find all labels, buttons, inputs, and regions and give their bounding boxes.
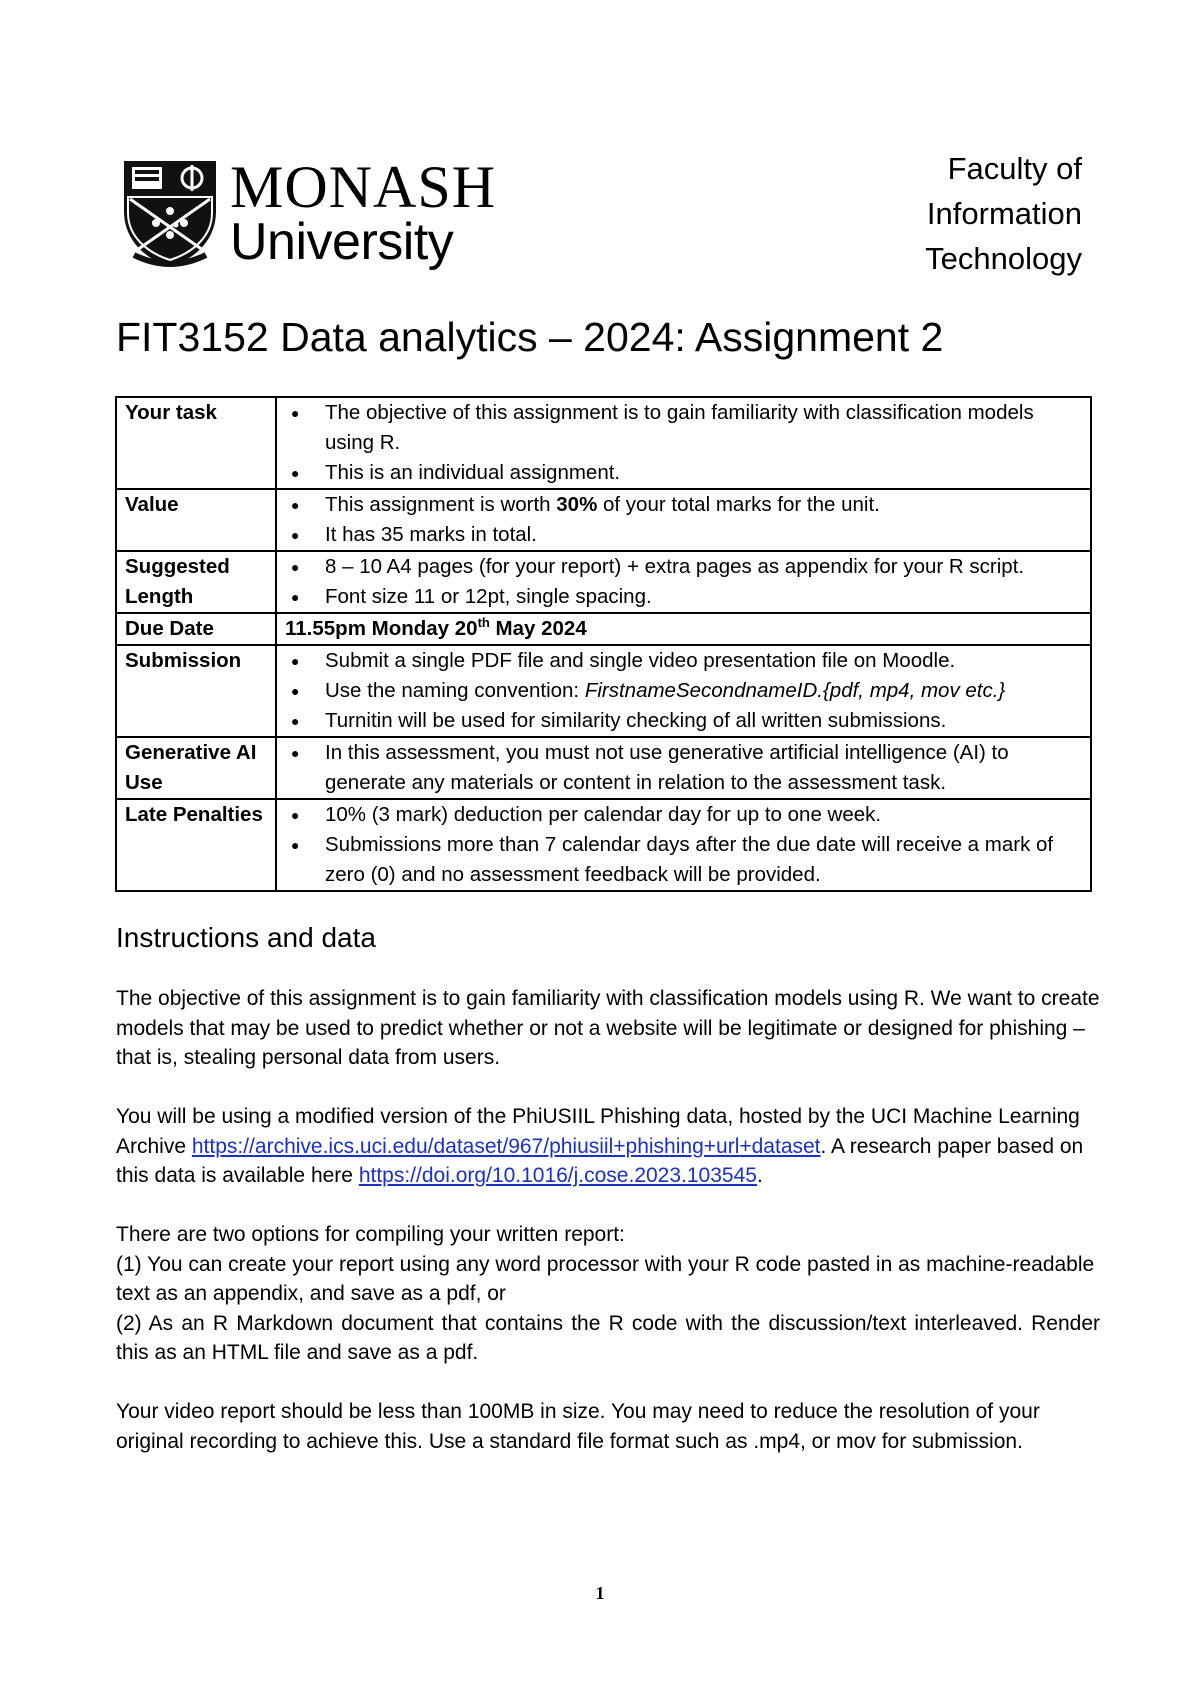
paragraph-data-source (116, 1102, 1100, 1191)
list-item: ● In this assessment, you must not use generative artificial intelligence (AI) to generate any materials or content in relation to the assessment task. (325, 738, 1082, 798)
data-source-text: You will be using a modified version of the PhiUSIIL Phishing data, hosted by the UCI Machine Learning Archive (116, 1105, 1080, 1158)
row-label-submission: Submission (116, 645, 276, 737)
logo-monash-text: MONASH (230, 154, 497, 220)
row-content (276, 489, 1091, 551)
paragraph-report-options (116, 1220, 1100, 1368)
monash-crest-icon (120, 159, 220, 269)
table-row (116, 489, 1091, 551)
list-item: ● This assignment is worth 30% of your total marks for the unit. (325, 490, 1082, 520)
instructions-body (116, 984, 1100, 1486)
faculty-line-3: Technology (925, 241, 1082, 276)
row-content (276, 799, 1091, 891)
monash-logo (120, 154, 497, 271)
list-item: ● 10% (3 mark) deduction per calendar day for up to one week. (325, 800, 1082, 830)
due-date-text: 11.55pm Monday 20 (285, 617, 478, 640)
section-heading: Instructions and data (116, 922, 376, 953)
report-options-intro: There are two options for compiling your written report: (116, 1223, 625, 1246)
row-label-your-task: Your task (116, 397, 276, 489)
list-item: ● Submissions more than 7 calendar days after the due date will receive a mark of zero (0) and no assessment feedback will be provided. (325, 830, 1082, 890)
paragraph-video: Your video report should be less than 100MB in size. You may need to reduce the resolution of your original recording to achieve this. Use a standard file format such as .mp4, or mov for submission. (116, 1400, 1040, 1453)
data-source-text-3: . (756, 1164, 763, 1187)
row-content (276, 397, 1091, 489)
row-content (276, 645, 1091, 737)
row-label-value: Value (116, 489, 276, 551)
list-item: ● Font size 11 or 12pt, single spacing. (325, 582, 1082, 612)
table-row (116, 645, 1091, 737)
report-option-2: (2) As an R Markdown document that contains the R code with the discussion/text interleaved. Render this as an HTML file and save as a pdf. (116, 1311, 1100, 1364)
faculty-line-1: Faculty of (947, 151, 1082, 186)
assignment-info-table (115, 396, 1092, 892)
due-date-suffix: th (477, 615, 490, 631)
faculty-line-2: Information (926, 196, 1082, 231)
row-label-late-penalties: Late Penalties (116, 799, 276, 891)
table-row (116, 613, 1091, 645)
table-row (116, 799, 1091, 891)
list-item: ● Turnitin will be used for similarity checking of all written submissions. (325, 706, 1082, 736)
row-content (276, 551, 1091, 613)
row-label-due-date: Due Date (116, 613, 276, 645)
list-item: ● Use the naming convention: FirstnameSecondnameID.{pdf, mp4, mov etc.} (325, 676, 1082, 706)
table-row (116, 737, 1091, 799)
list-item: ● This is an individual assignment. (325, 458, 1082, 488)
paragraph-objective: The objective of this assignment is to gain familiarity with classification models using R. We want to create models that may be used to predict whether or not a website will be legitimate or designed for phishing – that is, stealing personal data from users. (116, 987, 1100, 1069)
uci-dataset-link[interactable]: https://archive.ics.uci.edu/dataset/967/phiusiil+phishing+url+dataset (191, 1134, 821, 1158)
row-label-generative-ai: Generative AI Use (116, 737, 276, 799)
data-source-text-2: . A research paper based on this data is available here (116, 1134, 1084, 1187)
list-item: ● Submit a single PDF file and single video presentation file on Moodle. (325, 646, 1082, 676)
due-date-month: May 2024 (489, 617, 587, 640)
report-option-1: (1) You can create your report using any word processor with your R code pasted in as machine-readable text as an appendix, and save as a pdf, or (116, 1252, 1095, 1305)
list-item: ● 8 – 10 A4 pages (for your report) + extra pages as appendix for your R script. (325, 552, 1082, 582)
logo-university-text: University (230, 213, 454, 271)
list-item: ● The objective of this assignment is to gain familiarity with classification models using R. (325, 398, 1082, 458)
row-content (276, 737, 1091, 799)
row-label-suggested-length: Suggested Length (116, 551, 276, 613)
list-item: ● It has 35 marks in total. (325, 520, 1082, 550)
table-row (116, 551, 1091, 613)
table-row (116, 397, 1091, 489)
research-paper-link[interactable]: https://doi.org/10.1016/j.cose.2023.103545 (358, 1164, 757, 1187)
faculty-name (925, 146, 1082, 281)
due-date-value (276, 613, 1091, 645)
logo-wordmark (230, 154, 497, 271)
document-title: FIT3152 Data analytics – 2024: Assignment 2 (116, 314, 944, 360)
page-number: 1 (595, 1583, 605, 1603)
